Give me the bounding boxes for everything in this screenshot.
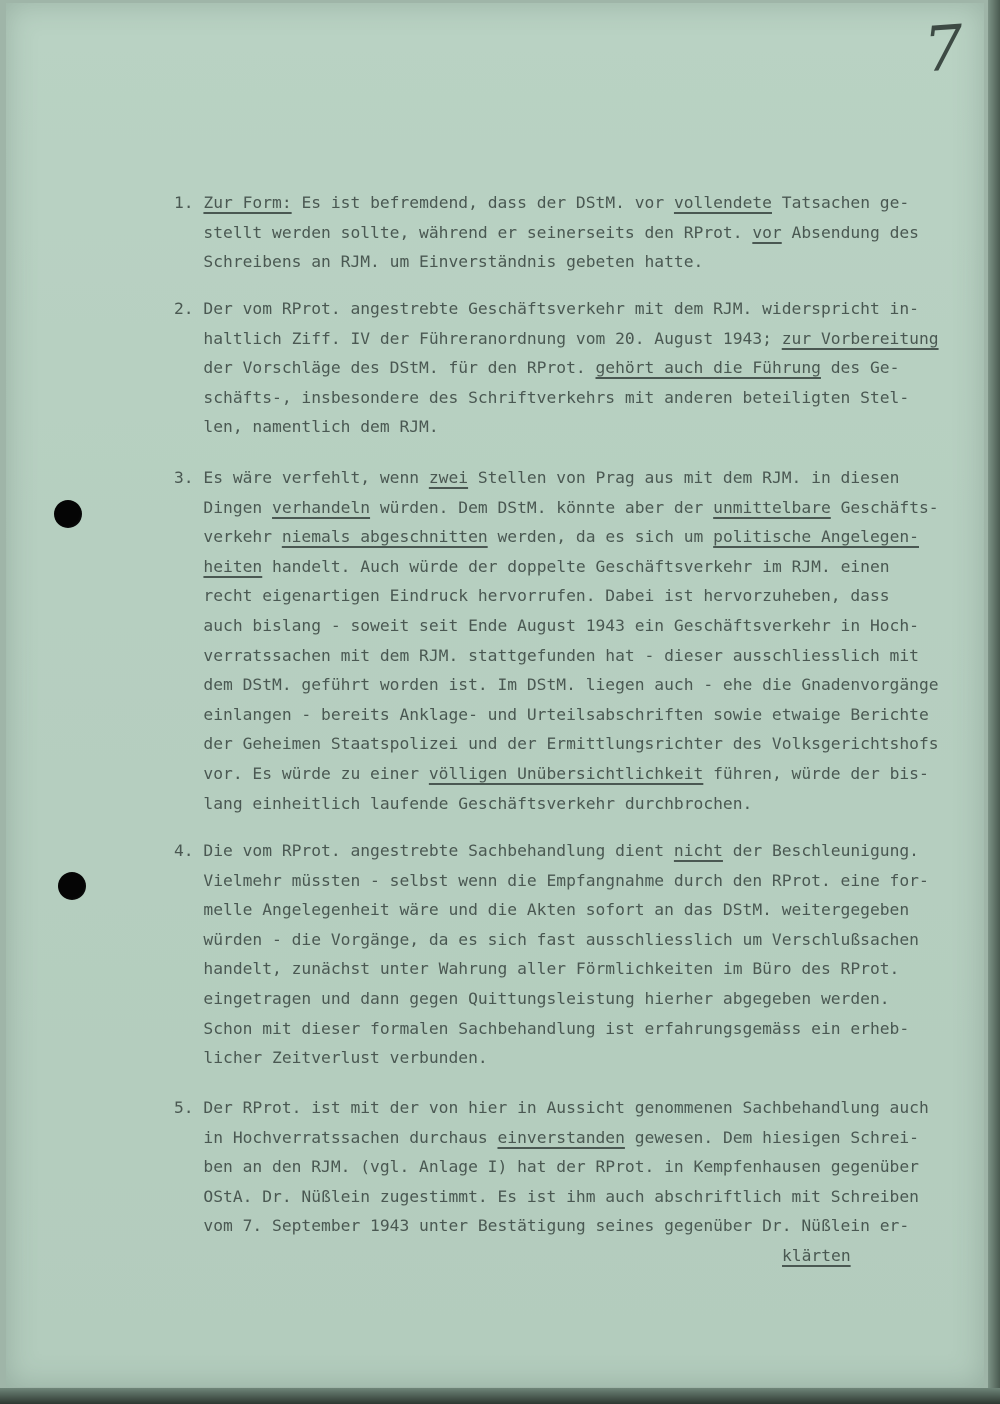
underlined-text: unmittelbare (713, 497, 831, 517)
text-segment (174, 557, 203, 576)
text-segment: Stellen von Prag aus mit dem RJM. in diesen (468, 468, 900, 487)
text-line (174, 412, 974, 442)
text-line (174, 789, 974, 819)
underlined-text: zur Vorbereitung (781, 328, 939, 348)
text-segment: len, namentlich dem RJM. (174, 417, 439, 437)
text-line (174, 1123, 974, 1153)
text-line (174, 866, 974, 896)
text-segment: Geschäfts- (830, 497, 939, 517)
text-line (174, 247, 974, 277)
text-segment: würden - die Vorgänge, da es sich fast ausschliesslich um Verschlußsachen (174, 929, 919, 949)
text-segment: melle Angelegenheit wäre und die Akten sofort an das DStM. weitergegeben (174, 900, 910, 920)
text-segment: 3. Es wäre verfehlt, wenn (174, 468, 429, 487)
text-segment: des Ge- (820, 358, 900, 378)
text-line (174, 294, 974, 324)
text-segment: eingetragen und dann gegen Quittungsleistung hierher abgegeben werden. (174, 988, 890, 1008)
paragraph-item-2 (174, 294, 974, 442)
punch-hole-lower (58, 872, 86, 900)
underlined-text: vor (752, 222, 782, 242)
text-line (174, 581, 974, 611)
paragraph-item-5 (174, 1093, 974, 1241)
text-segment: vor. Es würde zu einer (174, 763, 429, 783)
text-segment: gewesen. Dem hiesigen Schrei- (624, 1127, 919, 1147)
text-line (174, 552, 974, 582)
scan-border-right (988, 0, 1000, 1404)
text-segment: licher Zeitverlust verbunden. (174, 1048, 488, 1068)
text-segment: schäfts-, insbesondere des Schriftverkehrs mit anderen beteiligten Stel- (174, 387, 910, 407)
underlined-text: zwei (428, 468, 469, 487)
text-line (174, 1152, 974, 1182)
underlined-text: völligen Unübersichtlichkeit (428, 763, 704, 783)
text-line (174, 324, 974, 354)
text-segment: vom 7. September 1943 unter Bestätigung seines gegenüber Dr. Nüßlein er- (174, 1216, 910, 1236)
text-line (174, 1093, 974, 1123)
text-segment: handelt, zunächst unter Wahrung aller Förmlichkeiten im Büro des RProt. (174, 959, 900, 979)
text-segment: recht eigenartigen Eindruck hervorrufen. Dabei ist hervorzuheben, dass (174, 586, 890, 606)
underlined-text: Zur Form: (203, 193, 292, 212)
text-line (174, 1211, 974, 1241)
text-segment: verratssachen mit dem RJM. stattgefunden hat - dieser ausschliesslich mit (174, 645, 919, 665)
text-line (174, 729, 974, 759)
text-segment: verkehr (174, 527, 282, 547)
text-line (174, 670, 974, 700)
text-segment: dem DStM. geführt worden ist. Im DStM. liegen auch - ehe die Gnadenvorgänge (174, 675, 939, 695)
text-line (174, 463, 974, 493)
underlined-text: politische Angelegen- (713, 527, 919, 547)
text-line (174, 836, 974, 866)
text-segment: führen, würde der bis- (703, 763, 929, 783)
handwritten-page-number: 7 (921, 10, 966, 87)
text-segment: 4. Die vom RProt. angestrebte Sachbehandlung dient (174, 841, 674, 860)
text-line (174, 1043, 974, 1073)
text-segment: stellt werden sollte, während er seinerseits den RProt. (174, 222, 753, 242)
text-segment: Absendung des (781, 222, 919, 242)
text-segment: Schon mit dieser formalen Sachbehandlung ist erfahrungsgemäss ein erheb- (174, 1018, 910, 1038)
paragraph-item-1 (174, 188, 974, 277)
underlined-text: einverstanden (497, 1127, 625, 1147)
text-segment: Dingen (174, 497, 273, 517)
text-segment: Tatsachen ge- (771, 193, 910, 212)
text-line (174, 700, 974, 730)
text-line (174, 188, 974, 218)
text-line (174, 353, 974, 383)
underlined-text: verhandeln (272, 497, 371, 517)
text-segment: Es ist befremdend, dass der DStM. vor (291, 193, 674, 212)
text-line (174, 611, 974, 641)
underlined-text: vollendete (673, 193, 772, 212)
text-segment: der Vorschläge des DStM. für den RProt. (174, 358, 596, 378)
text-segment: auch bislang - soweit seit Ende August 1943 ein Geschäftsverkehr in Hoch- (174, 615, 919, 635)
text-segment: der Beschleunigung. (722, 841, 919, 860)
text-line (174, 1014, 974, 1044)
text-line (174, 925, 974, 955)
text-segment: ben an den RJM. (vgl. Anlage I) hat der RProt. in Kempfenhausen gegenüber (174, 1157, 919, 1177)
text-line (174, 984, 974, 1014)
text-line (174, 493, 974, 523)
text-segment: würden. Dem DStM. könnte aber der (370, 497, 714, 517)
catchword-continuation: klärten (782, 1246, 851, 1265)
text-line (174, 759, 974, 789)
text-segment: lang einheitlich laufende Geschäftsverkehr durchbrochen. (174, 793, 753, 813)
text-segment: 2. Der vom RProt. angestrebte Geschäftsverkehr mit dem RJM. widerspricht in- (174, 299, 919, 318)
text-segment: 1. (174, 193, 204, 212)
text-line (174, 895, 974, 925)
paragraph-item-3 (174, 463, 974, 818)
text-segment: handelt. Auch würde der doppelte Geschäftsverkehr im RJM. einen (262, 556, 890, 576)
underlined-text: heiten (203, 556, 263, 576)
text-segment: Schreibens an RJM. um Einverständnis gebeten hatte. (174, 252, 704, 272)
text-segment: in Hochverratssachen durchaus (174, 1127, 498, 1147)
text-line (174, 954, 974, 984)
text-segment: einlangen - bereits Anklage- und Urteilsabschriften sowie etwaige Berichte (174, 704, 929, 724)
text-line (174, 641, 974, 671)
text-line (174, 383, 974, 413)
text-segment: OStA. Dr. Nüßlein zugestimmt. Es ist ihm auch abschriftlich mit Schreiben (174, 1186, 919, 1206)
text-line (174, 522, 974, 552)
text-segment: Vielmehr müssten - selbst wenn die Empfangnahme durch den RProt. eine for- (174, 870, 929, 890)
punch-hole-upper (54, 500, 82, 528)
text-line (174, 1182, 974, 1212)
text-line (174, 218, 974, 248)
underlined-text: niemals abgeschnitten (281, 527, 488, 547)
scan-border-bottom (0, 1388, 1000, 1404)
text-segment: werden, da es sich um (487, 527, 714, 547)
underlined-text: gehört auch die Führung (595, 358, 821, 378)
underlined-text: nicht (673, 841, 723, 860)
text-segment: haltlich Ziff. IV der Führeranordnung vom 20. August 1943; (174, 328, 782, 348)
text-segment: der Geheimen Staatspolizei und der Ermittlungsrichter des Volksgerichtshofs (174, 734, 939, 754)
paragraph-item-4 (174, 836, 974, 1073)
text-segment: 5. Der RProt. ist mit der von hier in Aussicht genommenen Sachbehandlung auch (174, 1098, 929, 1117)
